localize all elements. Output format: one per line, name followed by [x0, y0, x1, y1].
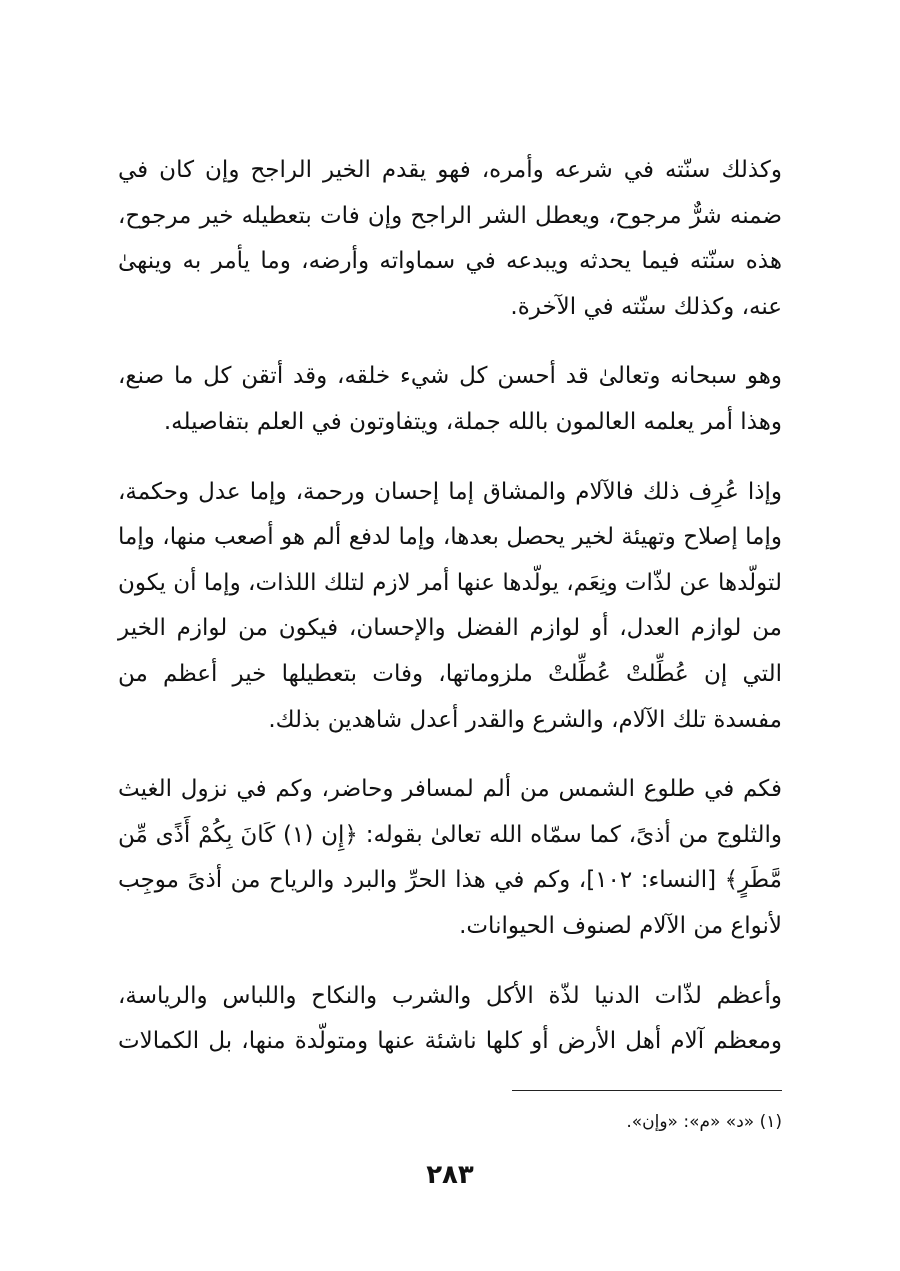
footnote-separator — [512, 1090, 782, 1091]
body-text — [118, 148, 782, 1089]
paragraph: وهو سبحانه وتعالىٰ قد أحسن كل شيء خلقه، وقد أتقن كل ما صنع، وهذا أمر يعلمه العالمون بالله جملة، ويتفاوتون في العلم بتفاصيله. — [118, 363, 782, 435]
page-number: ٢٨٣ — [426, 1160, 474, 1190]
footnote: (١) «د» «م»: «وإن». — [626, 1112, 782, 1132]
paragraph: وإذا عُرِف ذلك فالآلام والمشاق إما إحسان ورحمة، وإما عدل وحكمة، وإما إصلاح وتهيئة لخير يحصل بعدها، وإما لدفع ألم هو أصعب منها، وإما لتولّدها عن لذّات ونِعَم، يولّدها عنها أمر لازم لتلك اللذات، وإما أن يكون من لوازم العدل، أو لوازم الفضل والإحسان، فيكون من لوازم الخير التي إن عُطِّلتْ عُطِّلتْ ملزوماتها، وفات بتعطيلها خير أعظم من مفسدة تلك الآلام، والشرع والقدر أعدل شاهدين بذلك. — [118, 478, 782, 733]
paragraph: وكذلك سنّته في شرعه وأمره، فهو يقدم الخير الراجح وإن كان في ضمنه شرٌّ مرجوح، ويعطل الشر الراجح وإن فات بتعطيله خير مرجوح، هذه سنّته فيما يحدثه ويبدعه في سماواته وأرضه، وما يأمر به وينهىٰ عنه، وكذلك سنّته في الآخرة. — [118, 157, 782, 320]
paragraph: وأعظم لذّات الدنيا لذّة الأكل والشرب والنكاح واللباس والرياسة، ومعظم آلام أهل الأرض أو كلها ناشئة عنها ومتولّدة منها، بل الكمالات — [118, 982, 782, 1055]
paragraph: فكم في طلوع الشمس من ألم لمسافر وحاضر، وكم في نزول الغيث والثلوج من أذىً، كما سمّاه الله تعالىٰ بقوله: ﴿إِن (١) كَانَ بِكُمْ أَذًى مِّن مَّطَرٍ﴾ [النساء: ١٠٢]، وكم في هذا الحرِّ والبرد والرياح من أذىً موجِب لأنواع من الآلام لصنوف الحيوانات. — [118, 776, 782, 939]
